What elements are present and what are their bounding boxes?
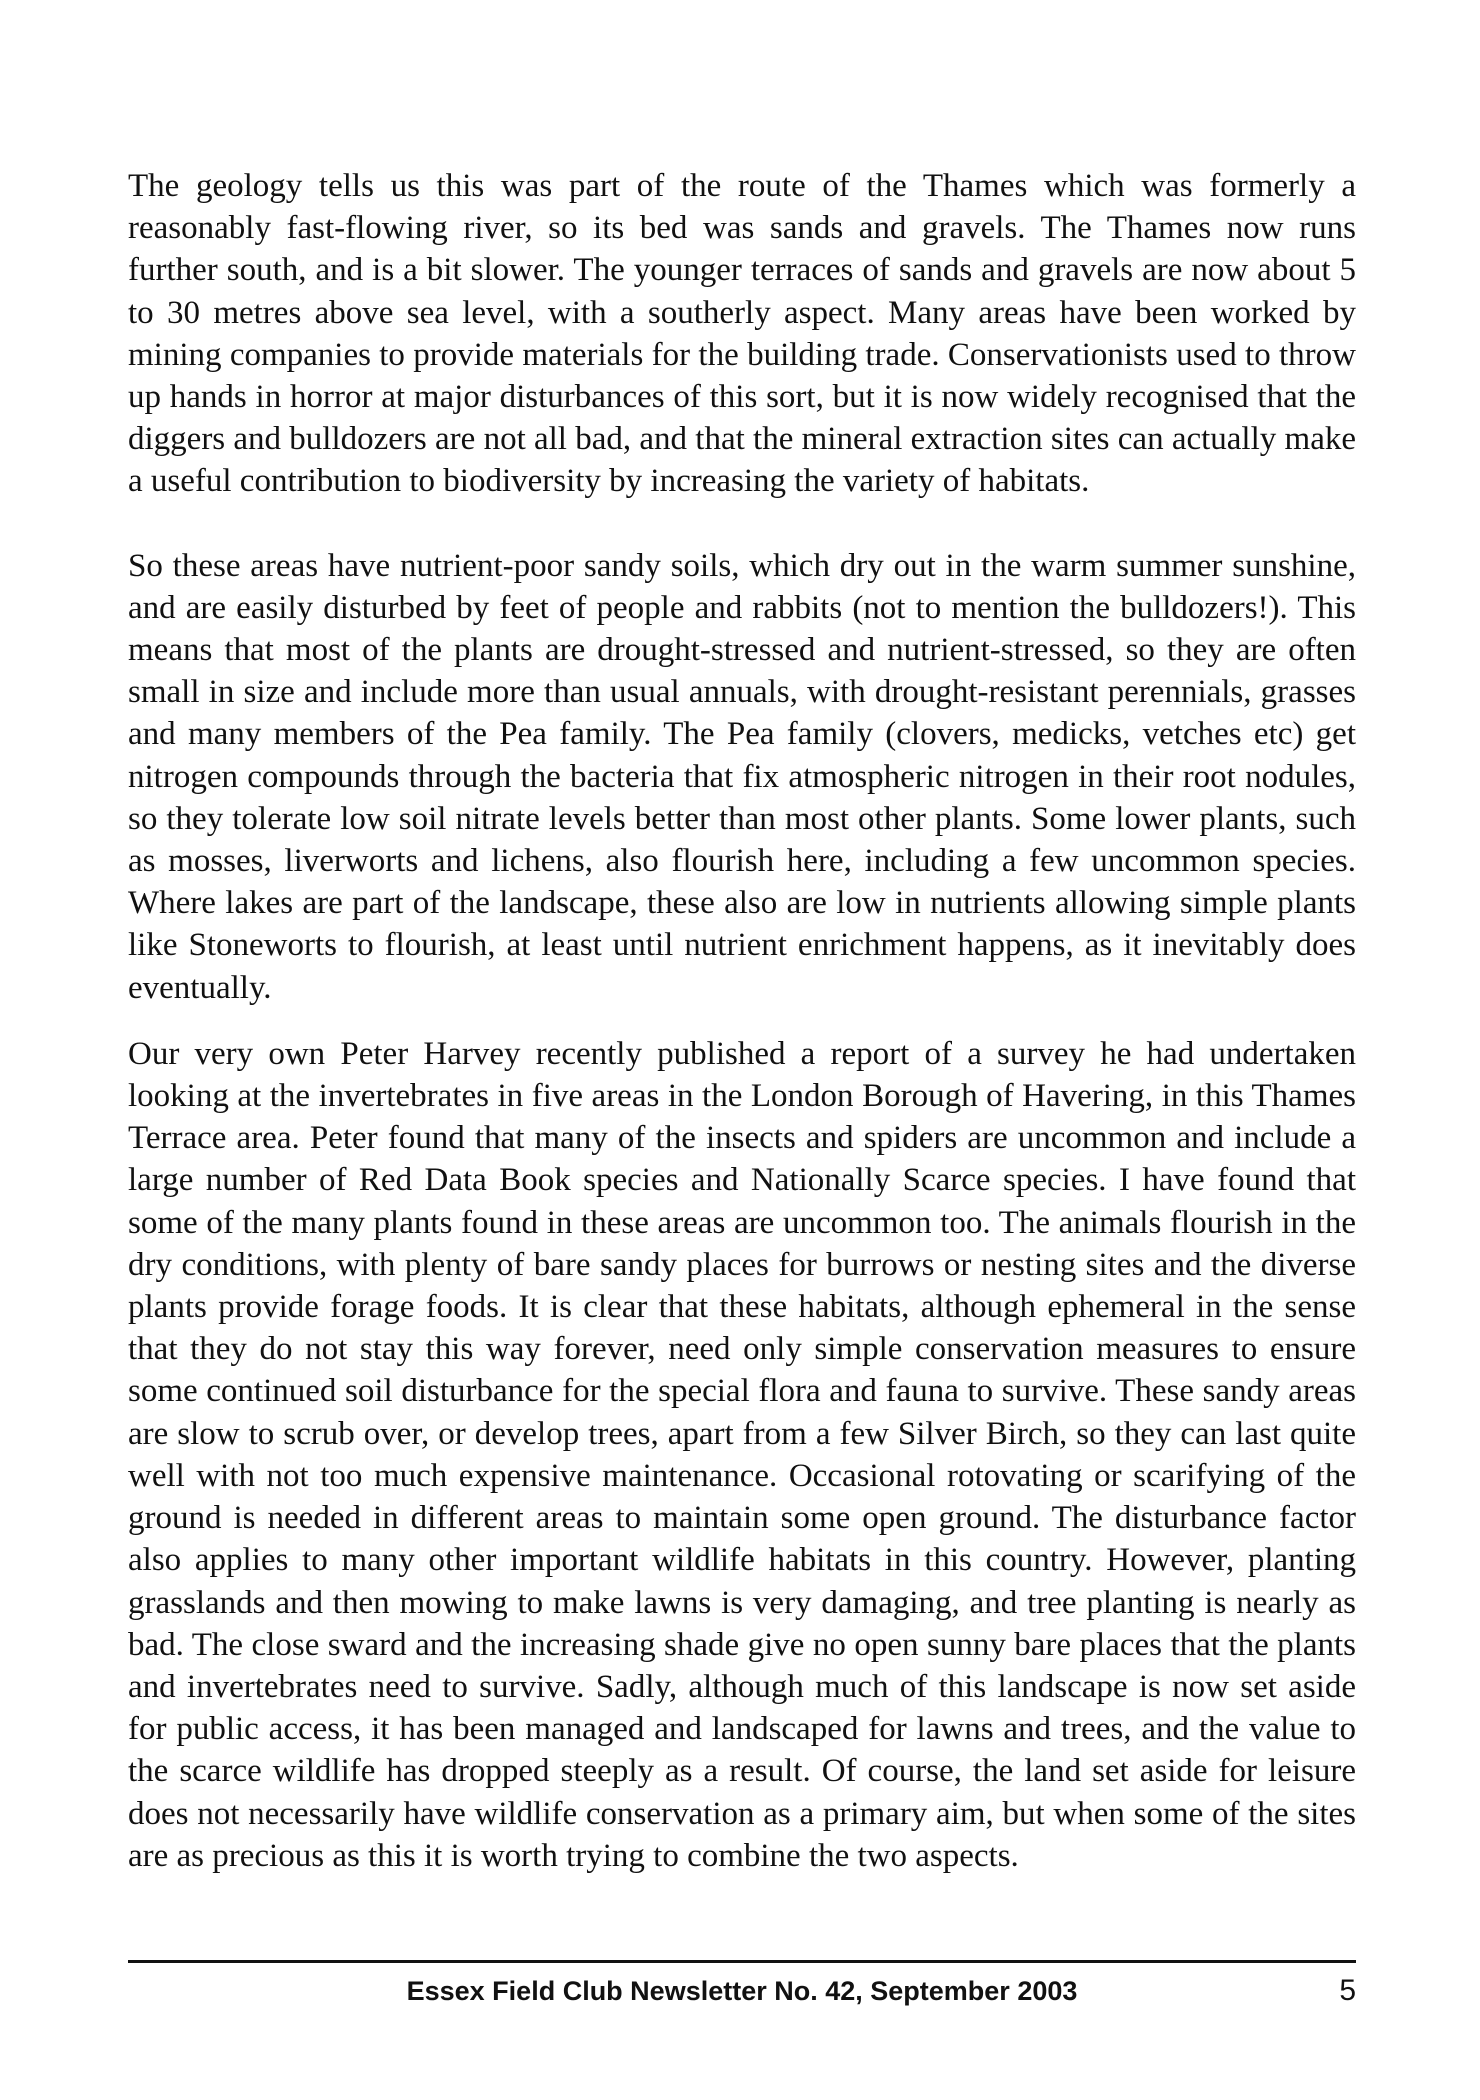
newsletter-title: Essex Field Club Newsletter No. 42, September 2003 bbox=[406, 1976, 1078, 2006]
article-body bbox=[128, 165, 1356, 1877]
paragraph-invertebrate-survey: Our very own Peter Harvey recently published a report of a survey he had undertaken looking at the invertebrates in five areas in the London Borough of Havering, in this Thames Terrace area. Peter found that many of the insects and spiders are uncommon and include a large number of Red Data Book species and Nationally Scarce species. I have found that some of the many plants found in these areas are uncommon too. The animals flourish in the dry conditions, with plenty of bare sandy places for burrows or nesting sites and the diverse plants provide forage foods. It is clear that these habitats, although ephemeral in the sense that they do not stay this way forever, need only simple conservation measures to ensure some continued soil disturbance for the special flora and fauna to survive. These sandy areas are slow to scrub over, or develop trees, apart from a few Silver Birch, so they can last quite well with not too much expensive maintenance. Occasional rotovating or scarifying of the ground is needed in different areas to maintain some open ground. The disturbance factor also applies to many other important wildlife habitats in this country. However, planting grasslands and then mowing to make lawns is very damaging, and tree planting is nearly as bad. The close sward and the increasing shade give no open sunny bare places that the plants and invertebrates need to survive. Sadly, although much of this landscape is now set aside for public access, it has been managed and landscaped for lawns and trees, and the value to the scarce wildlife has dropped steeply as a result. Of course, the land set aside for leisure does not necessarily have wildlife conservation as a primary aim, but when some of the sites are as precious as this it is worth trying to combine the two aspects. bbox=[128, 1035, 1356, 1874]
page-number: 5 bbox=[1339, 1974, 1356, 2007]
paragraph-geology: The geology tells us this was part of the route of the Thames which was formerly a reasonably fast-flowing river, so its bed was sands and gravels. The Thames now runs further south, and is a bit slower. The younger terraces of sands and gravels are now about 5 to 30 metres above sea level, with a southerly aspect. Many areas have been worked by mining companies to provide materials for the building trade. Conservationists used to throw up hands in horror at major disturbances of this sort, but it is now widely recognised that the diggers and bulldozers are not all bad, and that the mineral extraction sites can actually make a useful contribution to biodiversity by increasing the variety of habitats. bbox=[128, 168, 1356, 500]
paragraph-sandy-soils: So these areas have nutrient-poor sandy soils, which dry out in the warm summer sunshine, and are easily disturbed by feet of people and rabbits (not to mention the bulldozers!). This means that most of the plants are drought-stressed and nutrient-stressed, so they are often small in size and include more than usual annuals, with drought-resistant perennials, grasses and many members of the Pea family. The Pea family (clovers, medicks, vetches etc) get nitrogen compounds through the bacteria that fix atmospheric nitrogen in their root nodules, so they tolerate low soil nitrate levels better than most other plants. Some lower plants, such as mosses, liverworts and lichens, also flourish here, including a few uncommon species. Where lakes are part of the landscape, these also are low in nutrients allowing simple plants like Stoneworts to flourish, at least until nutrient enrichment happens, as it inevitably does eventually. bbox=[128, 547, 1356, 1006]
footer-divider bbox=[128, 1960, 1356, 1963]
page-footer bbox=[128, 1973, 1356, 2013]
